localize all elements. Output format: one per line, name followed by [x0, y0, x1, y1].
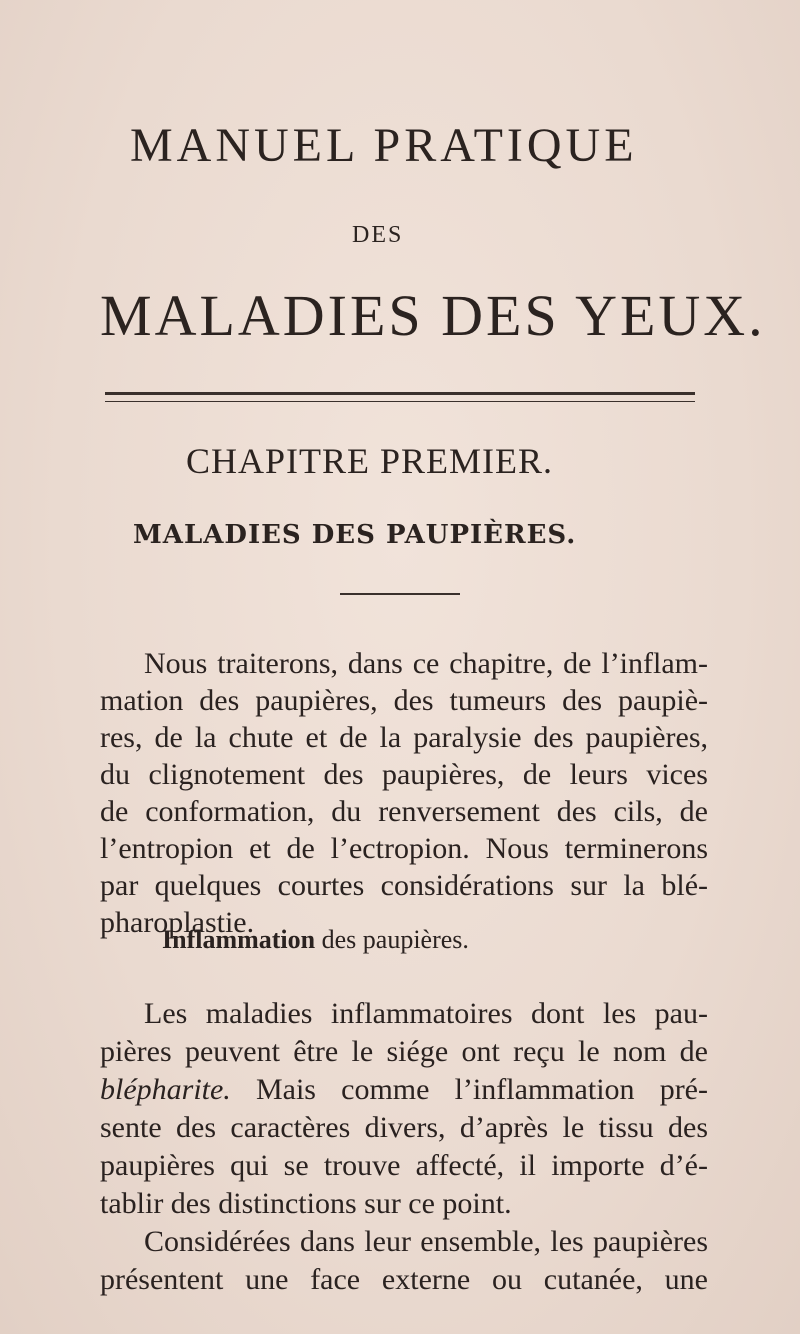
body-line: paupières qui se trouve affecté, il importe d’é-	[100, 1149, 708, 1182]
body-line: pières peuvent être le siége ont reçu le nom de	[100, 1035, 708, 1068]
intro-line: de conformation, du renversement des cils, de	[100, 795, 708, 828]
body-line: Les maladies inflammatoires dont les pau-	[144, 997, 708, 1030]
book-subtitle: MALADIES DES YEUX.	[100, 283, 766, 348]
intro-line: par quelques courtes considérations sur la blé-	[100, 869, 708, 902]
subsection-heading-bold: Inflammation	[162, 925, 316, 954]
title-double-rule	[105, 392, 695, 402]
intro-line: du clignotement des paupières, de leurs vices	[100, 758, 708, 791]
subsection-heading	[162, 925, 469, 955]
chapter-heading: CHAPITRE PREMIER.	[186, 441, 554, 481]
body-line: présentent une face externe ou cutanée, une	[100, 1263, 708, 1296]
body-paragraph	[100, 995, 708, 1299]
italic-term: blépharite.	[100, 1073, 231, 1106]
title-connector: DES	[352, 222, 404, 248]
body-line-rest: Mais comme l’inflammation pré-	[230, 1073, 708, 1106]
book-title: MANUEL PRATIQUE	[130, 119, 638, 172]
body-line	[100, 1071, 708, 1109]
intro-line: l’entropion et de l’ectropion. Nous terminerons	[100, 832, 708, 865]
intro-paragraph	[100, 645, 708, 941]
intro-line: Nous traiterons, dans ce chapitre, de l’inflam-	[144, 647, 708, 680]
intro-line: mation des paupières, des tumeurs des paupiè-	[100, 684, 708, 717]
body-line: sente des caractères divers, d’après le tissu des	[100, 1111, 708, 1144]
section-rule	[340, 593, 460, 595]
intro-line: pharoplastie.	[100, 906, 255, 939]
subsection-heading-rest: des paupières.	[315, 925, 469, 954]
section-heading: MALADIES DES PAUPIÈRES.	[133, 520, 577, 550]
body-line: Considérées dans leur ensemble, les paupières	[144, 1225, 708, 1258]
intro-line: res, de la chute et de la paralysie des paupières,	[100, 721, 708, 754]
body-line: tablir des distinctions sur ce point.	[100, 1187, 512, 1220]
